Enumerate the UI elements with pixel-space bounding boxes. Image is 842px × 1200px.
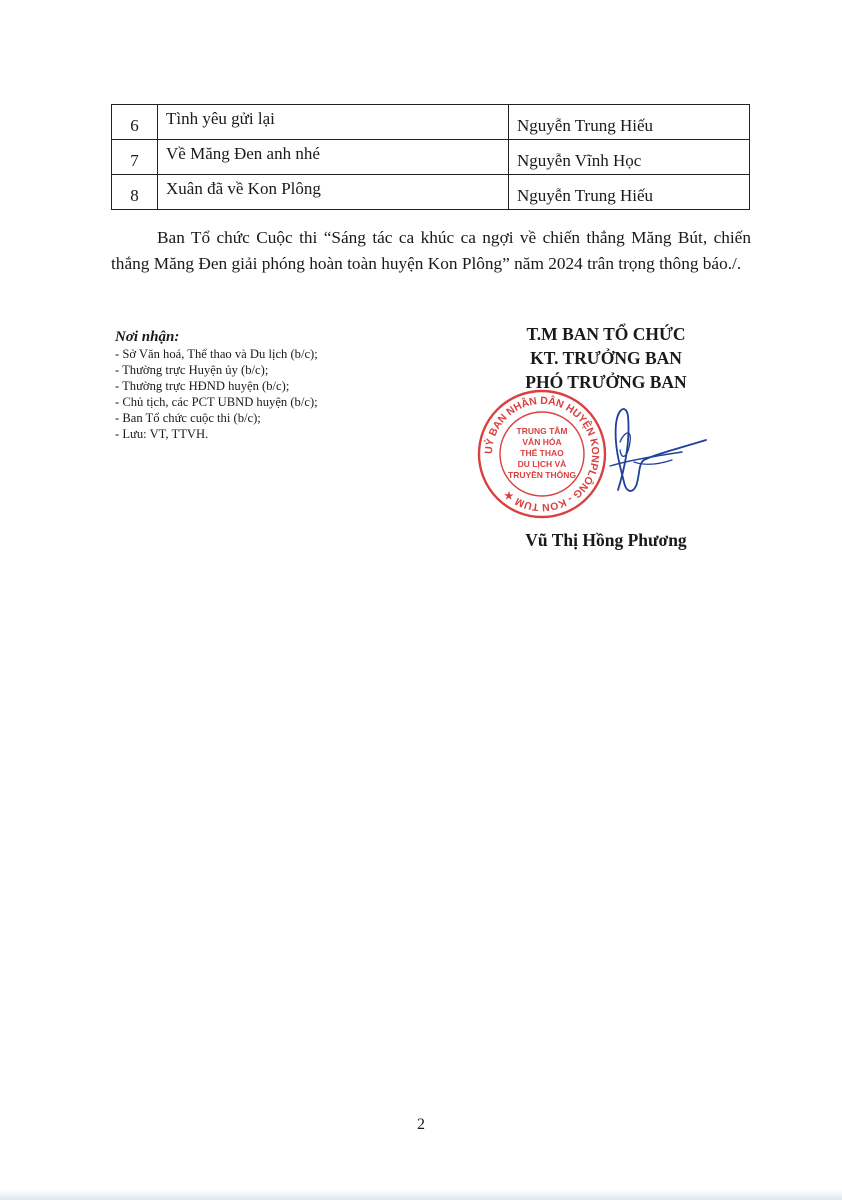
song-author: Nguyễn Trung Hiếu [509, 105, 750, 140]
row-number: 6 [112, 105, 158, 140]
list-item: - Chủ tịch, các PCT UBND huyện (b/c); [115, 395, 318, 409]
stamp-inner-line: DU LỊCH VÀ [517, 459, 567, 469]
sign-line-authority: KT. TRƯỞNG BAN [530, 348, 682, 368]
stamp-inner-line: TRUNG TÂM [516, 426, 568, 436]
page-bottom-edge [0, 1190, 842, 1200]
song-author: Nguyễn Trung Hiếu [509, 175, 750, 210]
signer-name: Vũ Thị Hồng Phương [525, 530, 687, 550]
song-title: Về Măng Đen anh nhé [158, 140, 509, 175]
stamp-inner-line: VĂN HÓA [522, 437, 562, 447]
stamp-inner-line: TRUYỀN THÔNG [508, 470, 576, 480]
song-author: Nguyễn Vĩnh Học [509, 140, 750, 175]
sign-line-position: PHÓ TRƯỞNG BAN [525, 372, 687, 392]
sign-line-organization: T.M BAN TỔ CHỨC [526, 324, 686, 344]
song-table [111, 104, 750, 210]
recipients-block [115, 328, 435, 442]
row-number: 8 [112, 175, 158, 210]
table-row [112, 175, 750, 210]
list-item: - Thường trực HĐND huyện (b/c); [115, 379, 290, 393]
stamp-inner-line: THỂ THAO [520, 448, 564, 458]
signature-title-block [478, 322, 734, 394]
list-item: - Ban Tổ chức cuộc thi (b/c); [115, 411, 261, 425]
table-row [112, 140, 750, 175]
list-item: - Thường trực Huyện ủy (b/c); [115, 363, 269, 377]
recipients-list [115, 346, 435, 442]
recipients-title: Nơi nhận: [115, 329, 180, 345]
handwritten-signature [560, 402, 710, 502]
row-number: 7 [112, 140, 158, 175]
song-title: Tình yêu gửi lại [158, 105, 509, 140]
stamp-outer-text: UỶ BAN NHÂN DÂN HUYỆN KONPLÔNG - KON TUM ★ [482, 394, 602, 514]
list-item: - Lưu: VT, TTVH. [115, 427, 209, 441]
closing-paragraph: Ban Tổ chức Cuộc thi “Sáng tác ca khúc ca ngợi về chiến thắng Măng Bút, chiến thắng Măng Đen giải phóng hoàn toàn huyện Kon Plông” năm 2024 trân trọng thông báo./. [111, 228, 751, 273]
list-item: - Sở Văn hoá, Thể thao và Du lịch (b/c); [115, 347, 318, 361]
table-row [112, 105, 750, 140]
song-title: Xuân đã về Kon Plông [158, 175, 509, 210]
page-number: 2 [417, 1116, 425, 1133]
